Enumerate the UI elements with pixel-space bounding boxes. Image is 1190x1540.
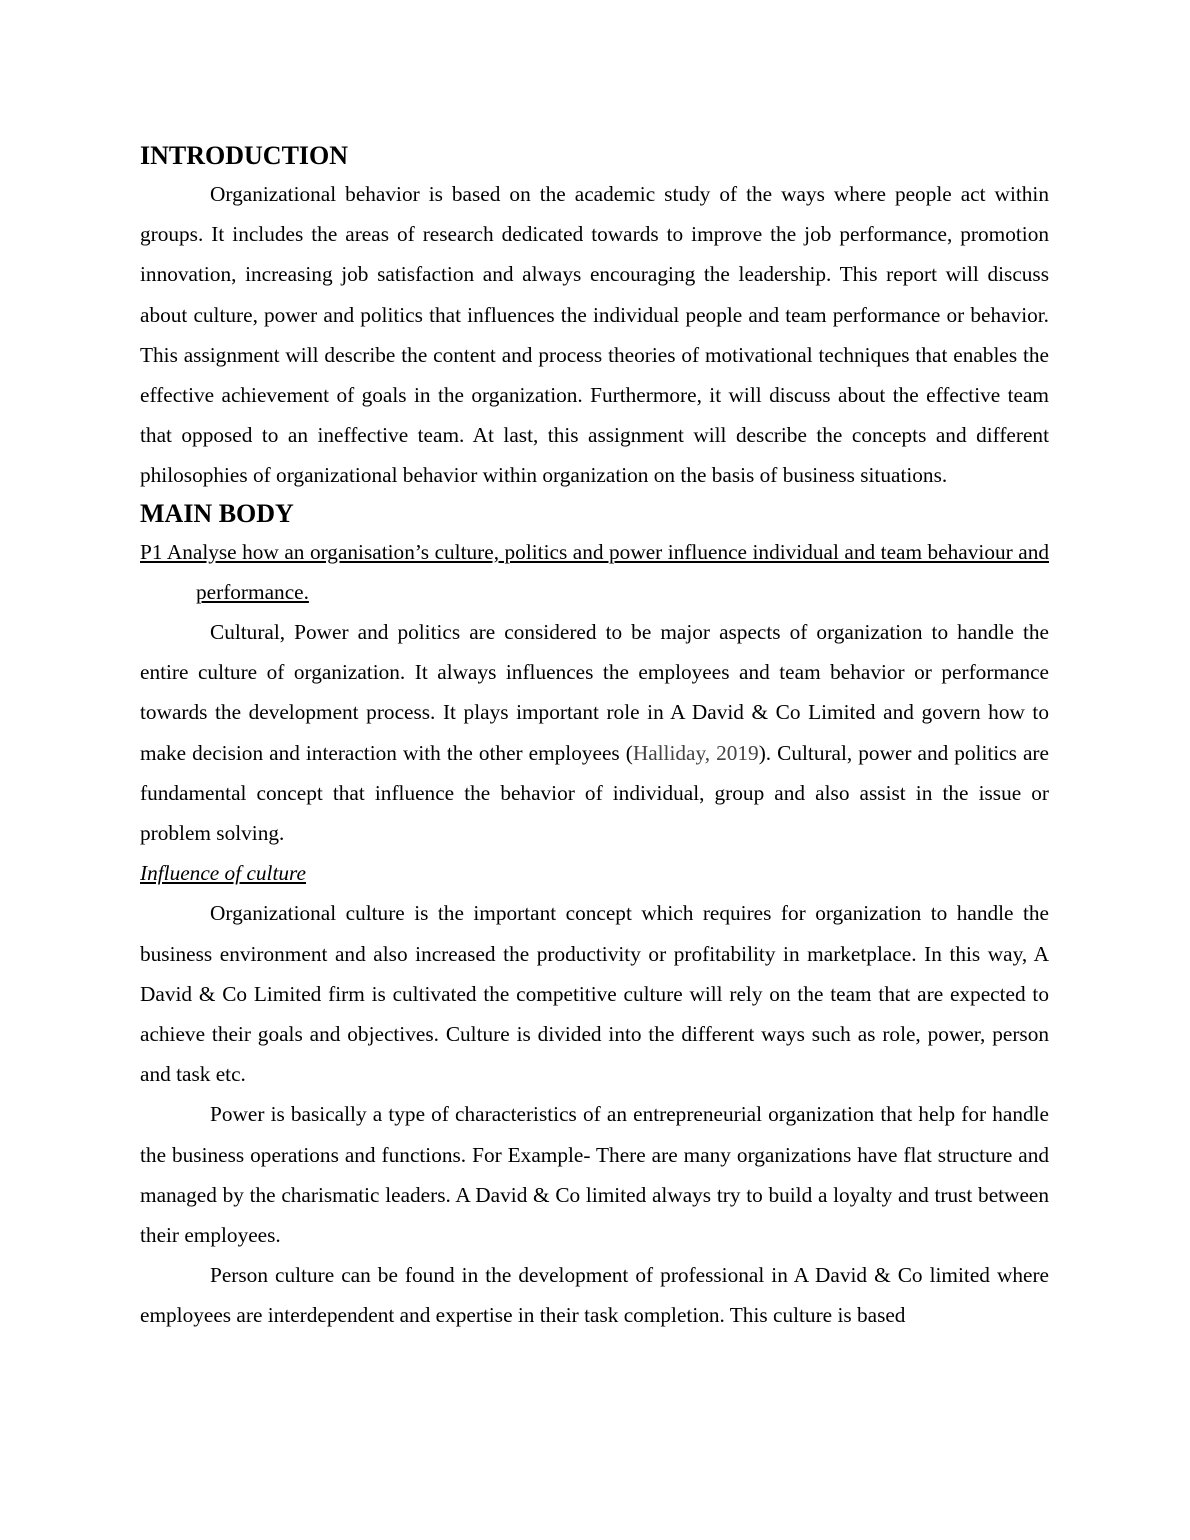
culture-paragraph-1: Organizational culture is the important concept which requires for organization to handle the business environment and also increased the productivity or profitability in marketplace. In this way, A David & Co Limited firm is cultivated the competitive culture will rely on the team that are expected to achieve their goals and objectives. Culture is divided into the different ways such as role, power, person and task etc.	[140, 901, 1049, 1087]
introduction-paragraph: Organizational behavior is based on the academic study of the ways where people act within groups. It includes the areas of research dedicated towards to improve the job performance, promotion innovation, increasing job satisfaction and always encouraging the leadership. This report will discuss about culture, power and politics that influences the individual people and team performance or behavior. This assignment will describe the content and process theories of motivational techniques that enables the effective achievement of goals in the organization. Furthermore, it will discuss about the effective team that opposed to an ineffective team. At last, this assignment will describe the concepts and different philosophies of organizational behavior within organization on the basis of business situations.	[140, 182, 1049, 488]
introduction-heading: INTRODUCTION	[140, 141, 349, 170]
culture-paragraph-2: Power is basically a type of characteristics of an entrepreneurial organization that help for handle the business operations and functions. For Example- There are many organizations have flat structure and managed by the charismatic leaders. A David & Co limited always try to build a loyalty and trust between their employees.	[140, 1102, 1049, 1248]
p1-paragraph-text-end: ). Cultural, power and politics are fundamental concept that influence the behavior of individual, group and also assist in the issue or problem solving.	[140, 740, 1049, 846]
culture-paragraph-3: Person culture can be found in the development of professional in A David & Co limited where employees are interdependent and expertise in their task completion. This culture is based	[140, 1263, 1049, 1328]
main-body-heading: MAIN BODY	[140, 498, 294, 528]
p1-section-heading: P1 Analyse how an organisation’s culture, politics and power influence individual and team behaviour and performance.	[140, 539, 1049, 604]
citation: Halliday, 2019	[632, 740, 759, 765]
p1-paragraph	[140, 612, 1049, 853]
influence-of-culture-heading: Influence of culture	[140, 861, 306, 886]
document-page	[140, 138, 1049, 1336]
p1-paragraph-text-start: Cultural, Power and politics are considered to be major aspects of organization to handle the entire culture of organization. It always influences the employees and team behavior or performance towards the development process. It plays important role in A David & Co Limited and govern how to make decision and interaction with the other employees (	[140, 620, 1049, 765]
